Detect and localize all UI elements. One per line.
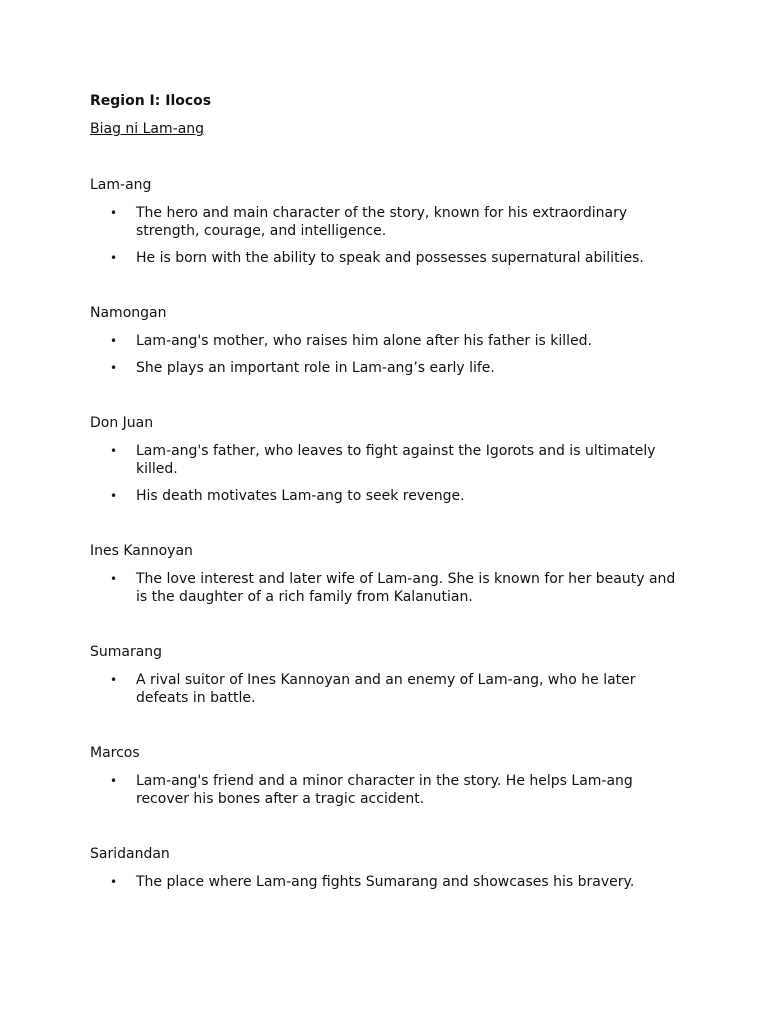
list-item-text: A rival suitor of Ines Kannoyan and an enemy of Lam-ang, who he later defeats in battle. (136, 672, 636, 706)
bullet-icon: • (110, 875, 118, 889)
list-item (90, 249, 680, 267)
list-item (90, 359, 680, 377)
character-section-saridandan (90, 844, 680, 891)
list-item-text: Lam-ang's mother, who raises him alone after his father is killed. (136, 333, 592, 349)
character-section-lam-ang (90, 175, 680, 267)
character-name: Namongan (90, 305, 167, 321)
region-heading: Region I: Ilocos (90, 93, 212, 109)
bullet-icon: • (110, 334, 118, 348)
list-item-text: Lam-ang's father, who leaves to fight against the Igorots and is ultimately killed. (136, 443, 656, 477)
character-bullet-list (90, 772, 680, 808)
list-item (90, 671, 680, 707)
character-bullet-list (90, 671, 680, 707)
character-name: Marcos (90, 745, 140, 761)
bullet-icon: • (110, 361, 118, 375)
list-item-text: He is born with the ability to speak and possesses supernatural abilities. (136, 250, 644, 266)
bullet-icon: • (110, 673, 118, 687)
character-bullet-list (90, 204, 680, 267)
character-section-sumarang (90, 642, 680, 707)
list-item-text: The hero and main character of the story, known for his extraordinary strength, courage, and intelligence. (136, 205, 628, 239)
list-item-text: His death motivates Lam-ang to seek revenge. (136, 488, 465, 504)
character-name: Don Juan (90, 415, 154, 431)
bullet-icon: • (110, 774, 118, 788)
list-item (90, 332, 680, 350)
list-item-text: The love interest and later wife of Lam-ang. She is known for her beauty and is the daughter of a rich family from Kalanutian. (136, 571, 676, 605)
story-title: Biag ni Lam-ang (90, 121, 205, 137)
list-item-text: She plays an important role in Lam-ang’s early life. (136, 360, 495, 376)
list-item (90, 570, 680, 606)
list-item-text: The place where Lam-ang fights Sumarang and showcases his bravery. (136, 874, 635, 890)
bullet-icon: • (110, 572, 118, 586)
list-item (90, 204, 680, 240)
character-section-ines-kannoyan (90, 541, 680, 606)
list-item (90, 487, 680, 505)
character-bullet-list (90, 873, 680, 891)
character-section-marcos (90, 743, 680, 808)
list-item (90, 442, 680, 478)
list-item (90, 873, 680, 891)
character-name: Lam-ang (90, 177, 152, 193)
list-item (90, 772, 680, 808)
character-name: Sumarang (90, 644, 163, 660)
list-item-text: Lam-ang's friend and a minor character in the story. He helps Lam-ang recover his bones after a tragic accident. (136, 773, 633, 807)
bullet-icon: • (110, 444, 118, 458)
bullet-icon: • (110, 489, 118, 503)
bullet-icon: • (110, 251, 118, 265)
character-section-don-juan (90, 413, 680, 505)
character-bullet-list (90, 570, 680, 606)
character-section-namongan (90, 303, 680, 377)
character-name: Ines Kannoyan (90, 543, 193, 559)
character-name: Saridandan (90, 846, 170, 862)
bullet-icon: • (110, 206, 118, 220)
character-bullet-list (90, 332, 680, 377)
character-bullet-list (90, 442, 680, 505)
document-content (90, 91, 680, 891)
